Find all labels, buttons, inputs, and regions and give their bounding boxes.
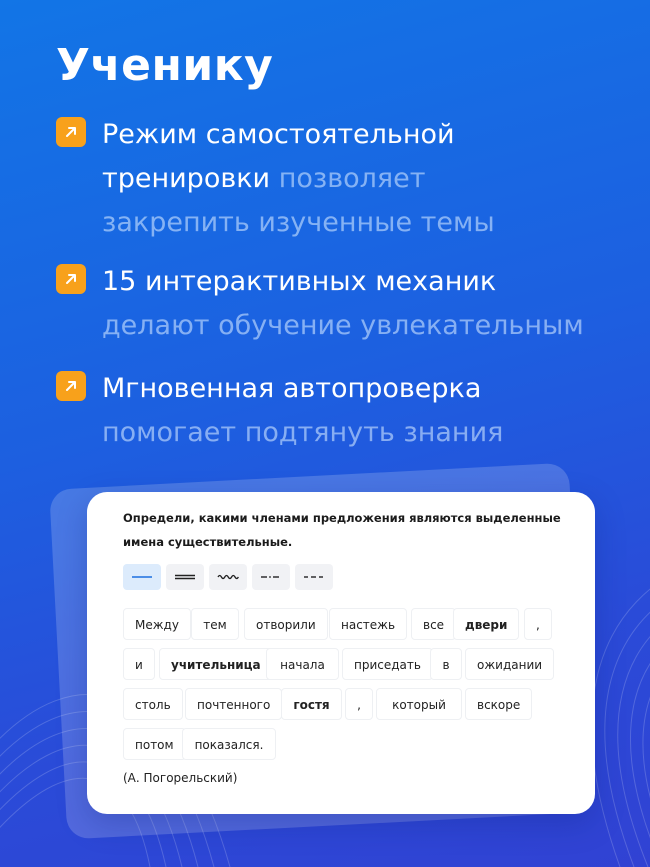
exercise-author: (А. Погорельский) bbox=[123, 771, 238, 785]
arrow-badge-icon bbox=[56, 264, 86, 294]
word-chip: , bbox=[345, 688, 373, 720]
feature-line bbox=[102, 367, 626, 411]
feature-line bbox=[102, 304, 626, 348]
feature-text-muted: делают обучение увлекательным bbox=[102, 310, 584, 341]
feature-item bbox=[56, 367, 626, 455]
word-chip: Между bbox=[123, 608, 191, 640]
feature-text-highlight: 15 интерактивных механик bbox=[102, 266, 497, 297]
word-chip: в bbox=[430, 648, 462, 680]
feature-item bbox=[56, 260, 626, 348]
highlighted-noun-chip[interactable]: двери bbox=[453, 608, 519, 640]
exercise-question: Определи, какими членами предложения являются выделенные имена существительные. bbox=[123, 511, 561, 549]
feature-text-highlight: Режим самостоятельной bbox=[102, 119, 455, 150]
feature-text-muted: позволяет bbox=[278, 163, 426, 194]
highlighted-noun-chip[interactable]: учительница bbox=[159, 648, 273, 680]
underline-subject-button[interactable] bbox=[123, 564, 161, 590]
feature-text-muted: помогает подтянуть знания bbox=[102, 417, 504, 448]
page-title: Ученику bbox=[56, 40, 274, 91]
feature-item bbox=[56, 113, 626, 245]
word-chip: показался. bbox=[182, 728, 276, 760]
word-chip: столь bbox=[123, 688, 183, 720]
feature-line bbox=[102, 260, 626, 304]
underline-attribute-icon bbox=[217, 571, 239, 583]
feature-text bbox=[102, 113, 626, 245]
feature-line bbox=[102, 201, 626, 245]
word-chip: приседать bbox=[342, 648, 433, 680]
underline-predicate-icon bbox=[174, 571, 196, 583]
underline-object-icon bbox=[303, 571, 325, 583]
word-chip: который bbox=[376, 688, 462, 720]
underline-subject-icon bbox=[131, 571, 153, 583]
highlighted-noun-chip[interactable]: гостя bbox=[281, 688, 342, 720]
feature-text-highlight: Мгновенная автопроверка bbox=[102, 373, 482, 404]
underline-adverbial-button[interactable] bbox=[252, 564, 290, 590]
exercise-card bbox=[87, 492, 595, 814]
word-chip: и bbox=[123, 648, 155, 680]
arrow-badge-icon bbox=[56, 371, 86, 401]
word-chip: , bbox=[524, 608, 552, 640]
feature-line bbox=[102, 113, 626, 157]
word-chip: начала bbox=[266, 648, 339, 680]
word-chip: отворили bbox=[244, 608, 328, 640]
underline-predicate-button[interactable] bbox=[166, 564, 204, 590]
underline-object-button[interactable] bbox=[295, 564, 333, 590]
word-chip: настежь bbox=[329, 608, 407, 640]
arrow-badge-icon bbox=[56, 117, 86, 147]
feature-text bbox=[102, 367, 626, 455]
feature-text bbox=[102, 260, 626, 348]
feature-line bbox=[102, 411, 626, 455]
word-chip: вскоре bbox=[465, 688, 532, 720]
word-chip: ожидании bbox=[465, 648, 554, 680]
underline-attribute-button[interactable] bbox=[209, 564, 247, 590]
feature-line bbox=[102, 157, 626, 201]
word-chip: почтенного bbox=[185, 688, 282, 720]
feature-text-muted: закрепить изученные темы bbox=[102, 207, 495, 238]
underline-adverbial-icon bbox=[260, 571, 282, 583]
word-chip: потом bbox=[123, 728, 186, 760]
feature-text-highlight: тренировки bbox=[102, 163, 279, 194]
word-chip: тем bbox=[191, 608, 239, 640]
word-chip: все bbox=[411, 608, 456, 640]
